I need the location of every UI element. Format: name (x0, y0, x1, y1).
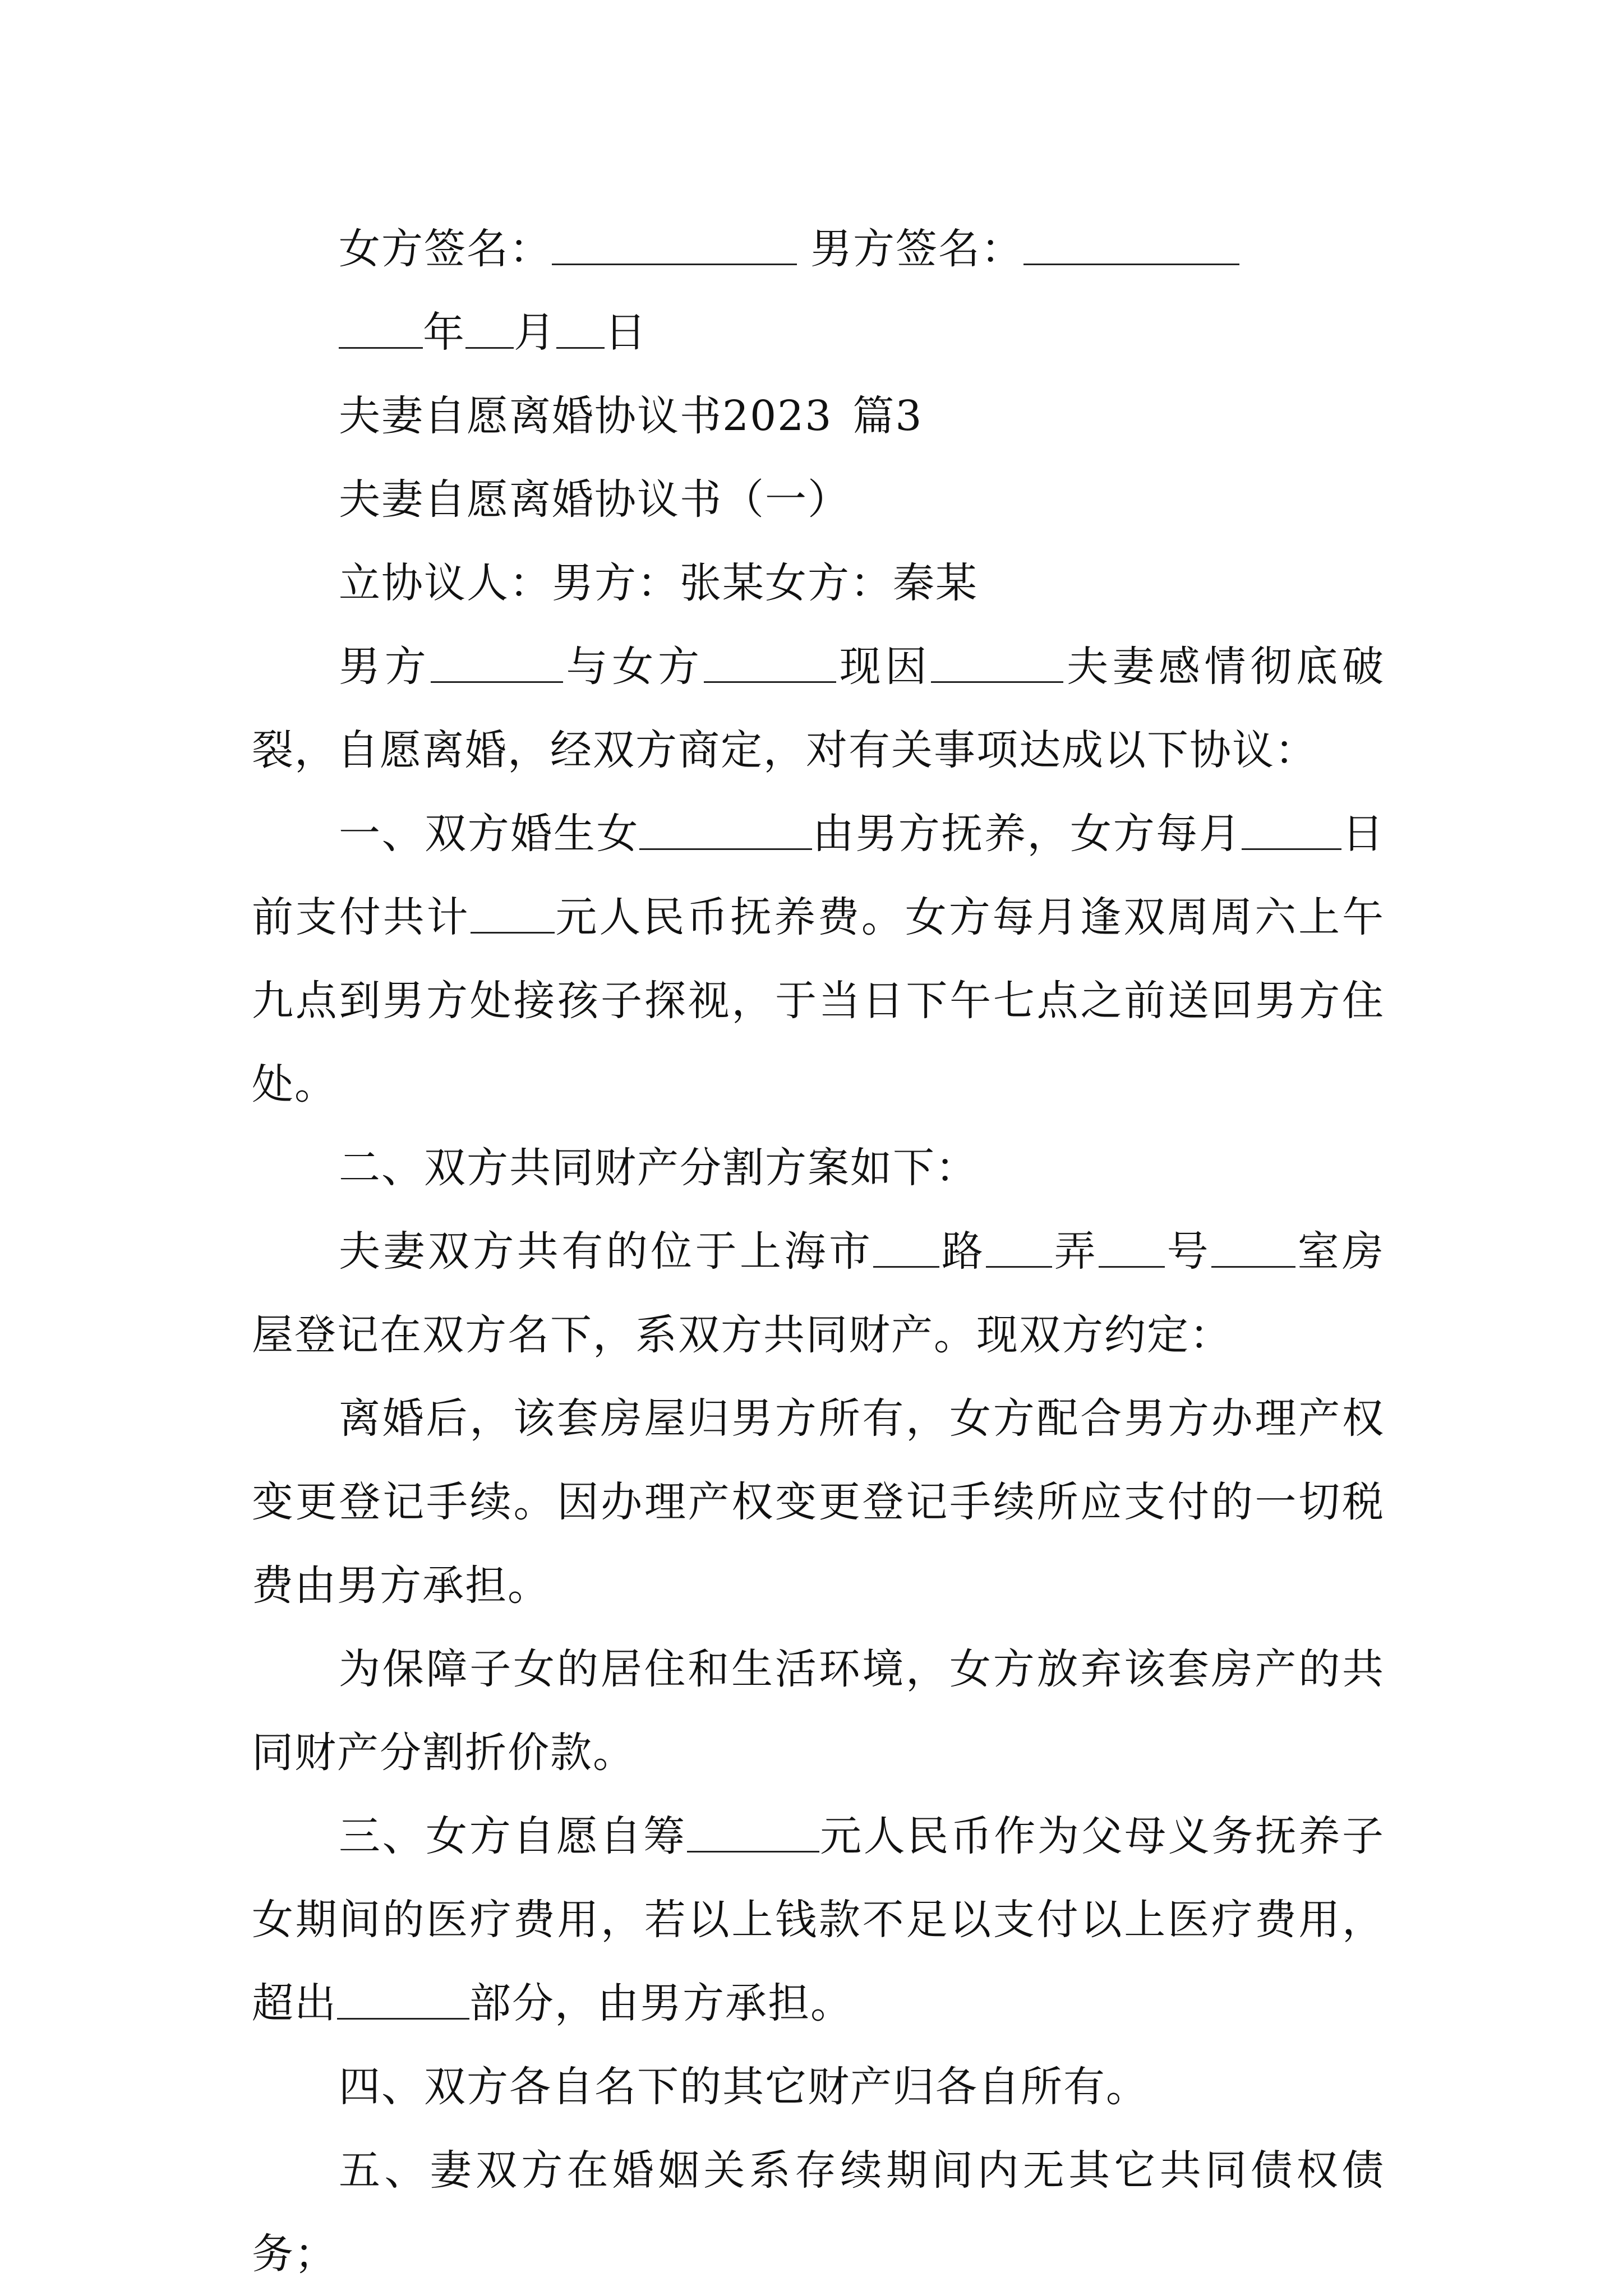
property-paragraph-3: 为保障子女的居住和生活环境，女方放弃该套房产的共同财产分割折价款。 (252, 1645, 1385, 1777)
female-signature-blank (552, 224, 797, 265)
clause-1-text-1: 一、双方婚生女 (339, 810, 640, 858)
property-text-2: 室房屋登记在双方名下，系双方共同财产。现双方约定： (252, 1227, 1385, 1359)
reason-blank (931, 641, 1063, 682)
payment-day-blank (1242, 809, 1341, 849)
intro-text-1: 男方 (339, 643, 431, 691)
property-paragraph (252, 1210, 1385, 1377)
support-amount-blank (471, 892, 555, 933)
parties-line: 立协议人：男方：张某女方：秦某 (339, 559, 978, 607)
clause-1-text-4: 元人民币抚养费。女方每月逢双周周六上午九点到男方处接孩子探视，于当日下午七点之前送回男方住处。 (252, 893, 1385, 1108)
male-signature-label: 男方签名： (810, 225, 1023, 273)
clause-1 (252, 792, 1385, 1126)
male-signature-blank (1023, 224, 1239, 265)
document-title: 夫妻自愿离婚协议书（一） (339, 475, 850, 524)
intro-paragraph (252, 625, 1385, 792)
clause-3-text-2: 元人民币作为父母义务抚养子女期间的医疗费用，若以上钱款不足以支付以上医疗费用，超出 (252, 1812, 1385, 2027)
section-heading-piece: 篇3 (852, 392, 923, 440)
clause-4: 四、双方各自名下的其它财产归各自所有。 (339, 2063, 1149, 2111)
lane-blank (986, 1226, 1052, 1267)
month-label: 月 (514, 308, 556, 357)
daughter-name-blank (639, 809, 812, 849)
road-label: 路 (939, 1227, 986, 1276)
male-name-blank (431, 641, 563, 682)
month-blank (465, 307, 514, 348)
date-line (252, 291, 1385, 375)
number-label: 号 (1165, 1227, 1212, 1276)
signature-line (252, 207, 1385, 291)
property-paragraph-2: 离婚后，该套房屋归男方所有，女方配合男方办理产权变更登记手续。因办理产权变更登记手续所应支付的一切税费由男方承担。 (252, 1394, 1385, 1610)
female-name-blank (704, 641, 836, 682)
year-blank (339, 307, 423, 348)
section-heading (252, 375, 1385, 458)
excess-blank (337, 1978, 469, 2019)
year-label: 年 (423, 308, 465, 357)
day-blank (556, 307, 605, 348)
day-label: 日 (605, 308, 647, 357)
intro-text-3: 现因 (836, 643, 932, 691)
document-body (252, 207, 1385, 2296)
clause-3 (252, 1795, 1385, 2045)
lane-label: 弄 (1052, 1227, 1099, 1276)
clause-3-text-3: 部分，由男方承担。 (469, 1979, 853, 2027)
number-blank (1099, 1226, 1165, 1267)
clause-1-text-3: 日前支付共计 (252, 810, 1385, 941)
medical-amount-blank (687, 1811, 819, 1852)
road-blank (873, 1226, 939, 1267)
clause-5: 五、妻双方在婚姻关系存续期间内无其它共同债权债务； (252, 2146, 1385, 2278)
section-heading-text: 夫妻自愿离婚协议书2023 (339, 392, 833, 440)
room-blank (1211, 1226, 1295, 1267)
clause-1-text-2: 由男方抚养，女方每月 (812, 810, 1242, 858)
property-text-1: 夫妻双方共有的位于上海市 (339, 1227, 874, 1276)
intro-text-2: 与女方 (562, 643, 704, 691)
clause-3-text-1: 三、女方自愿自筹 (339, 1812, 687, 1860)
female-signature-label: 女方签名： (339, 225, 552, 273)
intro-text-4: 夫妻感情彻底破裂，自愿离婚，经双方商定，对有关事项达成以下协议： (252, 643, 1385, 774)
clause-2-heading: 二、双方共同财产分割方案如下： (339, 1144, 978, 1192)
